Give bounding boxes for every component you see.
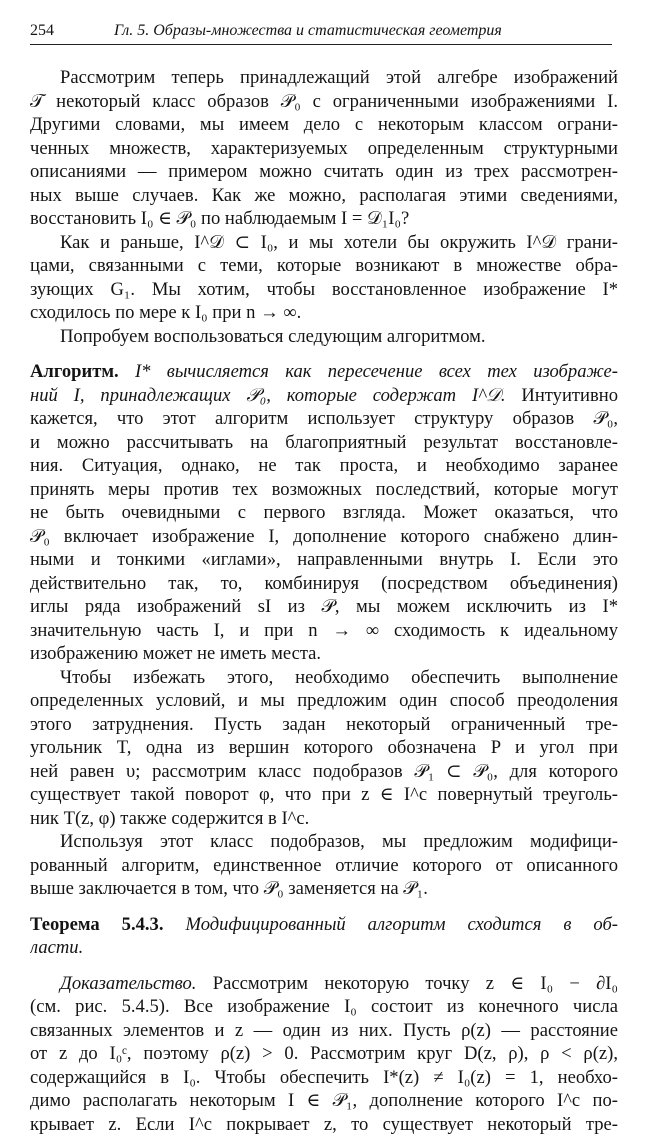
text-line (30, 972, 618, 996)
text-line (30, 548, 618, 572)
text-line (30, 407, 618, 431)
line-text: ными и тонкими «иглами», направленными внутрь I. Если это (30, 549, 618, 570)
page-header (30, 18, 612, 45)
line-text: этого затруднения. Пусть задан некоторый ограниченный тре- (30, 714, 618, 735)
text-line (30, 231, 618, 255)
line-text: принять меры против тех возможных последствий, которые могут (30, 479, 618, 500)
text-line (30, 619, 618, 643)
line-text: зующих G₁. Мы хотим, чтобы восстановленное изображение I* (30, 279, 618, 300)
text-line (30, 807, 618, 831)
line-text: Другими словами, мы имеем дело с некоторым классом ограни- (30, 114, 618, 135)
text-line (30, 642, 618, 666)
running-head: Гл. 5. Образы-множества и статистическая геометрия (114, 22, 502, 40)
line-text: связанных элементов и z — один из них. Пусть ρ(z) — расстояние (30, 1020, 618, 1041)
text-line (30, 384, 618, 408)
line-text: ней равен υ; рассмотрим класс подобразов 𝒫₁ ⊂ 𝒫₀, для которого (30, 761, 618, 782)
text-line (30, 254, 618, 278)
italic-text: ний I, принадлежащих 𝒫₀, которые содержат I^𝒟. (30, 385, 506, 406)
text-line (30, 454, 618, 478)
text-line (30, 783, 618, 807)
italic-text: Доказательство. (60, 973, 196, 994)
line-text: изображению может не иметь места. (30, 643, 321, 664)
line-text: кажется, что этот алгоритм использует структуру образов 𝒫₀, (30, 408, 618, 429)
line-text: существует такой поворот φ, что при z ∈ I^c повернутый треуголь- (30, 784, 618, 805)
text-line (30, 572, 618, 596)
line-text: не быть очевидными с первого взгляда. Может оказаться, что (30, 502, 618, 523)
text-line (30, 1113, 618, 1136)
text-line (30, 1042, 618, 1066)
line-text: определенных условий, и мы предложим один способ преодоления (30, 690, 618, 711)
text-line (30, 713, 618, 737)
line-text: ния. Ситуация, однако, не так проста, и необходимо заранее (30, 455, 618, 476)
body-text (30, 66, 618, 1136)
text-line (30, 525, 618, 549)
text-line (30, 278, 618, 302)
paragraph-gap (30, 960, 618, 972)
paragraph-theorem (30, 913, 618, 960)
line-text: Интуитивно (521, 385, 618, 406)
line-text: димо располагать некоторым I ∈ 𝒫₁, дополнение которого I^c по- (30, 1090, 618, 1111)
text-line (30, 207, 618, 231)
line-text: иглы ряда изображений sI из 𝒫, мы можем исключить из I* (30, 596, 618, 617)
line-text: описаниями — примером можно считать один из трех рассмотрен- (30, 161, 618, 182)
text-line (30, 360, 618, 384)
text-line (30, 995, 618, 1019)
paragraph-proof (30, 972, 618, 1136)
line-text: Чтобы избежать этого, необходимо обеспечить выполнение (60, 667, 618, 688)
paragraph-algorithm (30, 360, 618, 666)
text-line (30, 1089, 618, 1113)
line-text: (см. рис. 5.4.5). Все изображение I₀ состоит из конечного числа (30, 996, 618, 1017)
paragraph-try-algorithm (30, 325, 618, 349)
line-text: 𝒯 некоторый класс образов 𝒫₀ с ограниченными изображениями I. (30, 91, 618, 112)
line-text: выше заключается в том, что 𝒫₀ заменяется на 𝒫₁. (30, 878, 428, 899)
run-in-label: Теорема 5.4.3. (30, 914, 163, 935)
text-line (30, 431, 618, 455)
text-line (30, 325, 618, 349)
text-line (30, 301, 618, 325)
text-line (30, 877, 618, 901)
paragraph-gap (30, 901, 618, 913)
italic-text: Модифицированный алгоритм сходится в об- (185, 914, 618, 935)
text-line (30, 913, 618, 937)
run-in-label: Алгоритм. (30, 361, 119, 382)
line-text: Рассмотрим некоторую точку z ∈ I₀ − ∂I₀ (213, 973, 618, 994)
text-line (30, 760, 618, 784)
line-text: Попробуем воспользоваться следующим алгоритмом. (60, 326, 486, 347)
line-text: Рассмотрим теперь принадлежащий этой алгебре изображений (60, 67, 618, 88)
line-text: Как и раньше, I^𝒟 ⊂ I₀, и мы хотели бы окружить I^𝒟 грани- (60, 232, 618, 253)
italic-text: I* вычисляется как пересечение всех тех изображе- (135, 361, 618, 382)
line-text: рованный алгоритм, единственное отличие которого от описанного (30, 855, 618, 876)
italic-text: ласти. (30, 937, 83, 958)
text-line (30, 854, 618, 878)
line-text: Используя этот класс подобразов, мы предложим модифици- (60, 831, 618, 852)
line-text: ченных множеств, характеризуемых определенным структурными (30, 138, 618, 159)
line-text: восстановить I₀ ∈ 𝒫₀ по наблюдаемым I = 𝒟₁I₀? (30, 208, 409, 229)
text-line (30, 736, 618, 760)
line-text: ник T(z, φ) также содержится в I^c. (30, 808, 309, 829)
text-line (30, 478, 618, 502)
line-text: от z до I₀ᶜ, поэтому ρ(z) > 0. Рассмотрим круг D(z, ρ), ρ < ρ(z), (30, 1043, 618, 1064)
line-text: сходилось по мере к I₀ при n → ∞. (30, 302, 301, 323)
line-text: угольник T, одна из вершин которого обозначена P и угол при (30, 737, 618, 758)
page-number: 254 (30, 22, 54, 40)
line-text: ных выше случаев. Как же можно, располагая этими сведениями, (30, 185, 618, 206)
paragraph-to-avoid (30, 666, 618, 831)
text-line (30, 595, 618, 619)
text-line (30, 936, 618, 960)
text-line (30, 137, 618, 161)
paragraph-intro (30, 66, 618, 231)
paragraph-using-class (30, 830, 618, 901)
text-line (30, 1019, 618, 1043)
text-line (30, 66, 618, 90)
line-text: и можно рассчитывать на благоприятный результат восстановле- (30, 432, 618, 453)
line-text: цами, связанными с теми, которые возникают в множестве обра- (30, 255, 618, 276)
text-line (30, 90, 618, 114)
text-line (30, 689, 618, 713)
text-line (30, 113, 618, 137)
line-text: действительно так, то, комбинируя (посредством объединения) (30, 573, 618, 594)
text-line (30, 184, 618, 208)
text-line (30, 830, 618, 854)
line-text: крывает z. Если I^c покрывает z, то существует некоторый тре- (30, 1114, 618, 1135)
line-text: содержащийся в I₀. Чтобы обеспечить I*(z) ≠ I₀(z) = 1, необхо- (30, 1067, 618, 1088)
text-line (30, 160, 618, 184)
line-text: значительную часть I, и при n → ∞ сходимость к идеальному (30, 620, 618, 641)
text-line (30, 666, 618, 690)
text-line (30, 501, 618, 525)
text-line (30, 1066, 618, 1090)
paragraph-gap (30, 348, 618, 360)
paragraph-as-before (30, 231, 618, 325)
line-text: 𝒫₀ включает изображение I, дополнение которого снабжено длин- (30, 526, 618, 547)
